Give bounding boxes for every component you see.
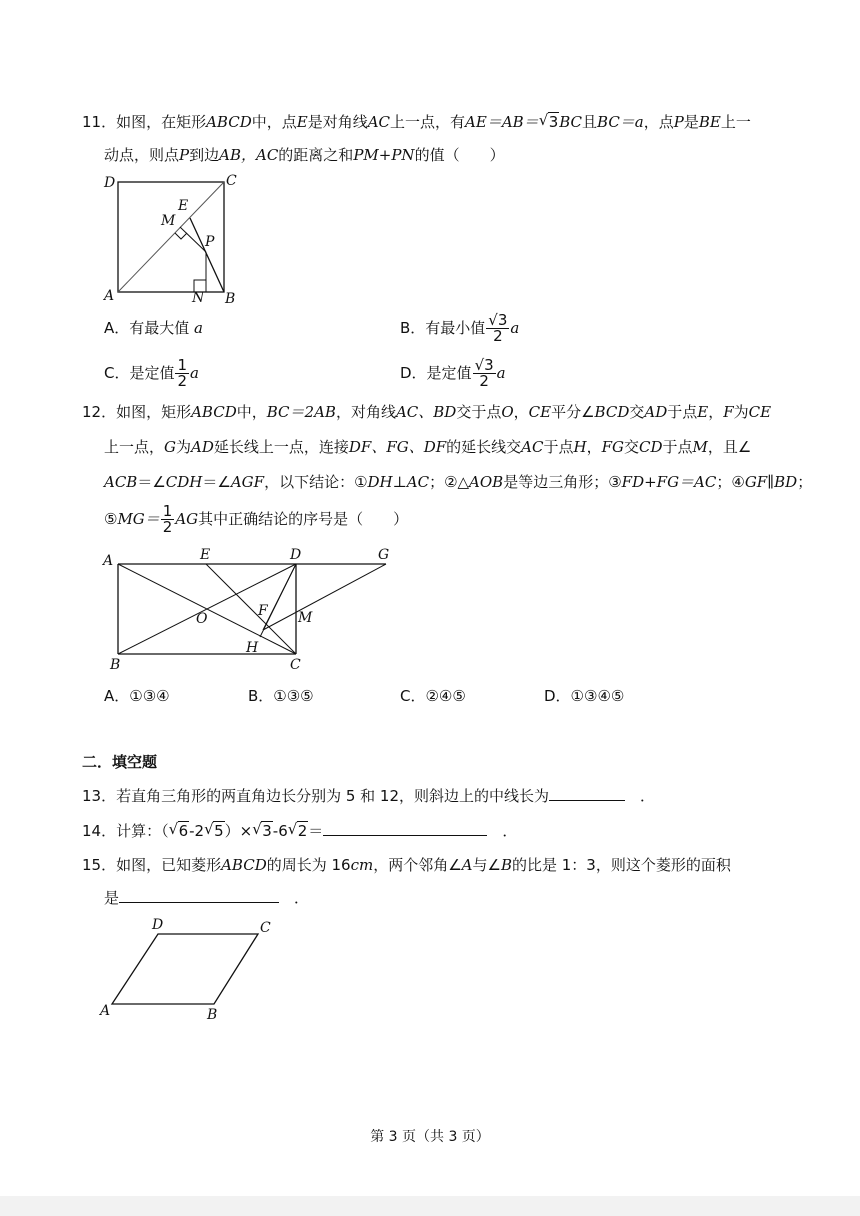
label-P: P <box>205 234 215 250</box>
q12-option-a: A．①③④ <box>104 687 170 705</box>
label-E: E <box>178 198 189 214</box>
label-D: D <box>290 547 302 563</box>
q15-figure <box>96 914 286 1024</box>
q12-option-c: C．②④⑤ <box>400 687 466 705</box>
q15-line1: 15．如图，已知菱形ABCD的周长为 16cm，两个邻角∠A与∠B的比是 1：3，则这个菱形的面积 <box>82 856 731 874</box>
label-O: O <box>196 611 208 627</box>
label-A: A <box>100 1003 111 1019</box>
label-B: B <box>225 291 236 307</box>
page-footer: 第 3 页（共 3 页） <box>370 1129 490 1145</box>
q11-option-d: D．是定值 $\frac{√3}{2}$ a <box>400 356 506 390</box>
section-title: 二．填空题 <box>82 753 158 771</box>
label-D: D <box>152 917 164 933</box>
label-M: M <box>161 213 176 229</box>
label-C: C <box>260 920 271 936</box>
label-G: G <box>378 547 390 563</box>
q15-line2: 是 ． <box>104 889 310 907</box>
label-A: A <box>103 553 114 569</box>
q12-figure <box>100 545 410 680</box>
bottom-bar <box>0 1196 860 1216</box>
label-B: B <box>207 1007 218 1023</box>
label-N: N <box>192 290 205 306</box>
q11-option-c: C．是定值 $\frac{1}{2}$ a <box>104 356 199 390</box>
label-C: C <box>226 173 237 189</box>
label-B: B <box>110 657 121 673</box>
q11-option-a: A．有最大值 a <box>104 319 203 337</box>
sqrt: √ 3 <box>539 112 560 132</box>
q12-line3: ACB＝∠CDH＝∠AGF，以下结论：①DH⊥AC；②△AOB是等边三角形；③FD+FG＝AC；④GF∥BD； <box>104 473 813 491</box>
q11-option-b: B．有最小值 $\frac{√3}{2}$ a <box>400 311 520 345</box>
q12-line4: ⑤MG＝ $\frac{1}{2}$ AG其中正确结论的序号是（ ） <box>104 502 409 536</box>
q12-option-b: B．①③⑤ <box>248 687 314 705</box>
label-F: F <box>258 603 268 619</box>
q14: 14．计算：（√ 6-2√ 5）×√ 3-6√ 2＝ ． <box>82 821 517 841</box>
q11-line2: 动点，则点P到边AB，AC的距离之和PM+PN的值（ ） <box>104 146 505 164</box>
label-A: A <box>104 288 115 304</box>
q11-figure <box>96 170 256 310</box>
label-D: D <box>104 175 116 191</box>
label-M: M <box>298 610 313 626</box>
q11-line1: 11．如图，在矩形ABCD中，点E是对角线AC上一点，有AE＝AB＝√ 3BC且BC＝a，点P是BE上一 <box>82 112 751 132</box>
label-C: C <box>290 657 301 673</box>
q12-line1: 12．如图，矩形ABCD中，BC＝2AB，对角线AC、BD交于点O，CE平分∠BCD交AD于点E，F为CE <box>82 403 772 421</box>
q13: 13．若直角三角形的两直角边长分别为 5 和 12，则斜边上的中线长为 ． <box>82 787 656 805</box>
label-H: H <box>246 640 259 656</box>
label-E: E <box>200 547 211 563</box>
q12-line2: 上一点，G为AD延长线上一点，连接DF、FG、DF的延长线交AC于点H，FG交CD于点M，且∠ <box>104 438 752 456</box>
q12-option-d: D．①③④⑤ <box>544 687 625 705</box>
